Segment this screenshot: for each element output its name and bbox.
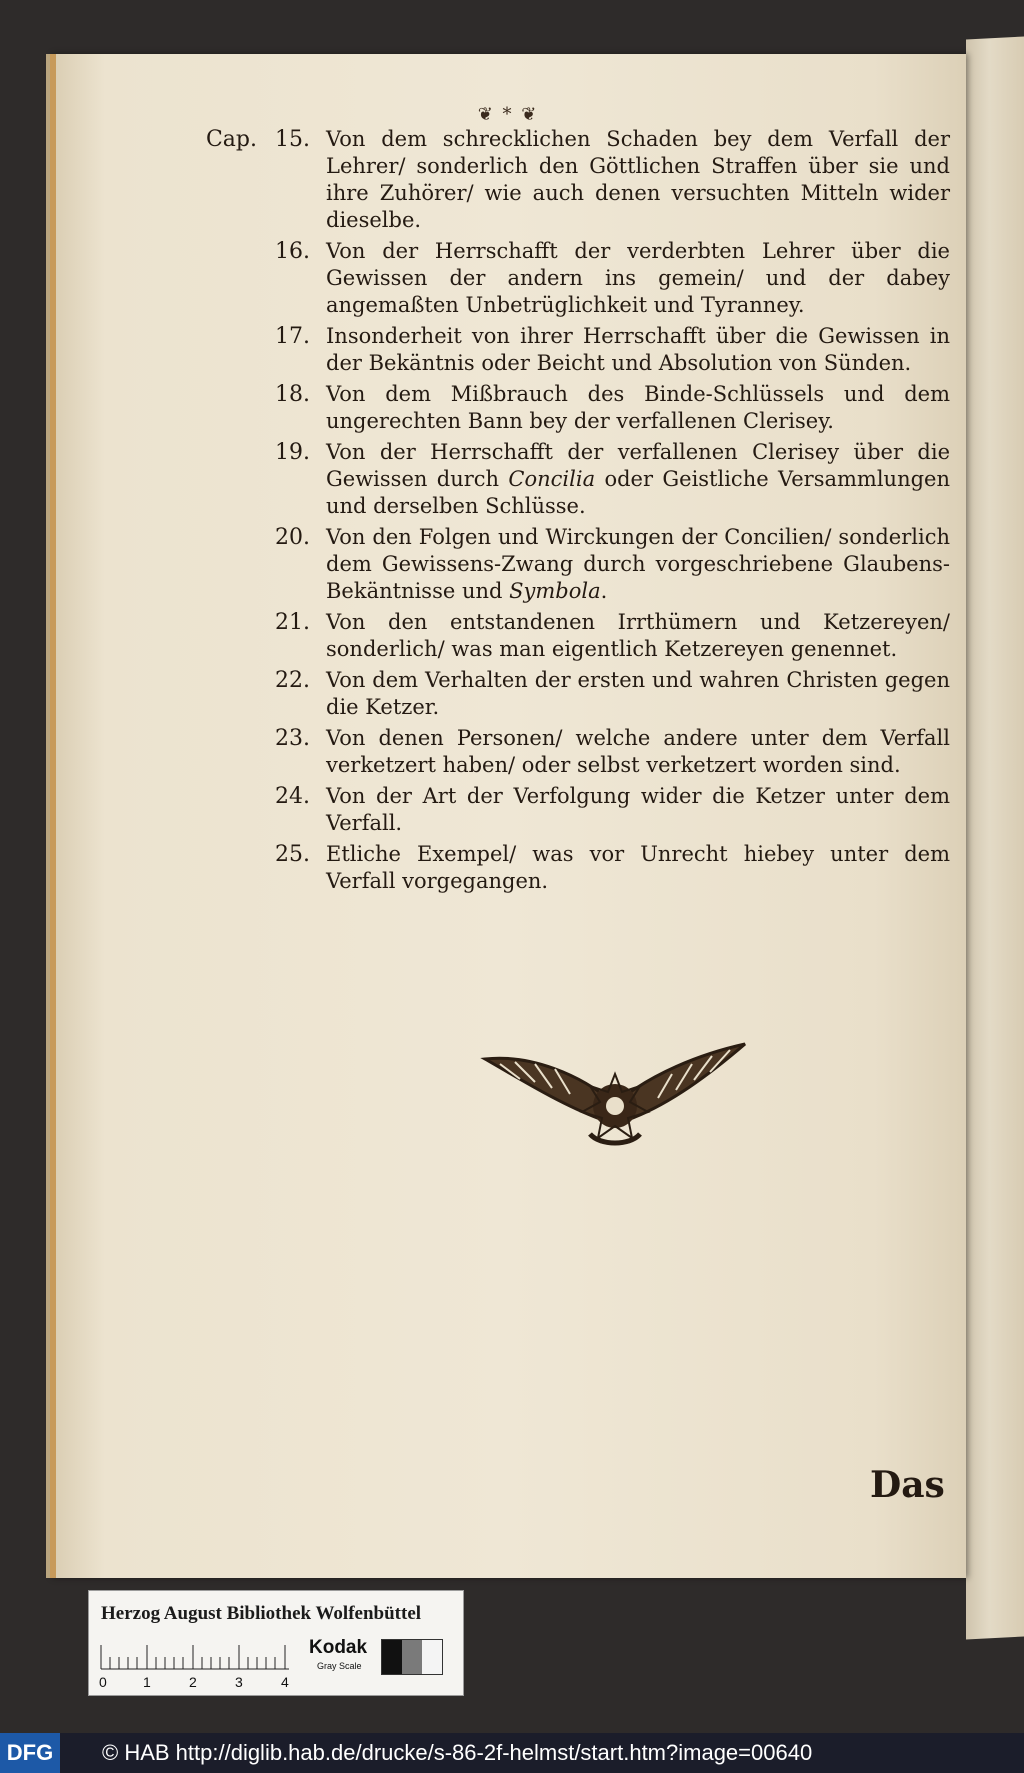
ruler-label: 3 xyxy=(235,1674,243,1690)
chapter-number: 21. xyxy=(275,610,310,635)
chapter-title: Von dem schrecklichen Schaden bey dem Verfall der Lehrer/ sonderlich den Göttlichen Straffen über sie und ihre Zuhörer/ wie auch denen versuchten Mitteln wider dieselbe. xyxy=(326,127,950,232)
swatch-black xyxy=(382,1640,402,1674)
footer-bar xyxy=(0,1733,1024,1773)
chapter-entry xyxy=(160,439,950,520)
chapter-entry xyxy=(160,609,950,663)
floral-vignette-icon xyxy=(480,1034,750,1154)
chapter-title: Von der Herrschafft der verderbten Lehrer über die Gewissen der andern ins gemein/ und der dabey angemaßten Unbetrüglichkeit und Tyranney. xyxy=(326,239,950,317)
book-page xyxy=(50,54,966,1578)
chapter-number: 19. xyxy=(275,440,310,465)
chapter-entry xyxy=(160,238,950,319)
chapter-number: 24. xyxy=(275,784,310,809)
swatch-white xyxy=(422,1640,442,1674)
ruler-label: 1 xyxy=(143,1674,151,1690)
ruler-label: 2 xyxy=(189,1674,197,1690)
chapter-number: 15. xyxy=(275,127,310,152)
chapter-number: 16. xyxy=(275,239,310,264)
dfg-logo: DFG xyxy=(0,1733,60,1773)
chapter-entry xyxy=(160,381,950,435)
kodak-logo: Kodak xyxy=(309,1637,368,1658)
adjacent-page-edge xyxy=(966,36,1024,1639)
chapter-entry xyxy=(160,783,950,837)
library-name: Herzog August Bibliothek Wolfenbüttel xyxy=(101,1603,422,1624)
swatch-gray xyxy=(402,1640,422,1674)
chapter-number: 20. xyxy=(275,525,310,550)
gray-swatches xyxy=(381,1639,443,1675)
chapter-title: Von der Art der Verfolgung wider die Ketzer unter dem Verfall. xyxy=(326,784,950,835)
chapter-title: Von der Herrschafft der verfallenen Clerisey über die Gewissen durch Concilia oder Geistliche Versammlungen und derselben Schlüsse. xyxy=(326,440,950,518)
chapter-list xyxy=(160,126,950,899)
chapter-entry xyxy=(160,126,950,234)
chapter-number: 17. xyxy=(275,324,310,349)
catchword: Das xyxy=(870,1464,945,1506)
gray-scale-caption: Gray Scale xyxy=(317,1661,362,1671)
chapter-entry xyxy=(160,725,950,779)
latin-term: Symbola xyxy=(509,579,601,603)
chapter-entry xyxy=(160,841,950,895)
chapter-entry xyxy=(160,524,950,605)
chapter-number: 25. xyxy=(275,842,310,867)
header-ornament: ❦ * ❦ xyxy=(477,104,539,125)
chapter-title: Von den entstandenen Irrthümern und Ketzereyen/ sonderlich/ was man eigentlich Ketzereyen genennet. xyxy=(326,610,950,661)
chapter-title: Von dem Verhalten der ersten und wahren Christen gegen die Ketzer. xyxy=(326,668,950,719)
ruler-label: 4 xyxy=(281,1674,289,1690)
chapter-title: Von dem Mißbrauch des Binde-Schlüssels und dem ungerechten Bann bey der verfallenen Clerisey. xyxy=(326,382,950,433)
copyright-link[interactable]: © HAB http://diglib.hab.de/drucke/s-86-2f-helmst/start.htm?image=00640 xyxy=(102,1740,813,1765)
chapter-title: Etliche Exempel/ was vor Unrecht hiebey unter dem Verfall vorgegangen. xyxy=(326,842,950,893)
library-label xyxy=(88,1590,464,1696)
ruler-label: 0 xyxy=(99,1674,107,1690)
chapter-title: Insonderheit von ihrer Herrschafft über die Gewissen in der Bekäntnis oder Beicht und Absolution von Sünden. xyxy=(326,324,950,375)
ruler-scale xyxy=(99,1639,299,1691)
chapter-number: 22. xyxy=(275,668,310,693)
chapter-entry xyxy=(160,323,950,377)
chapter-number: 18. xyxy=(275,382,310,407)
chapter-title: Von den Folgen und Wirckungen der Concilien/ sonderlich dem Gewissens-Zwang durch vorgeschriebene Glaubens-Bekäntnisse und Symbola. xyxy=(326,525,950,603)
chapter-entry xyxy=(160,667,950,721)
chapter-number: 23. xyxy=(275,726,310,751)
latin-term: Concilia xyxy=(508,467,596,491)
cap-label: Cap. xyxy=(205,127,257,152)
chapter-title: Von denen Personen/ welche andere unter dem Verfall verketzert haben/ oder selbst verketzert worden sind. xyxy=(326,726,950,777)
